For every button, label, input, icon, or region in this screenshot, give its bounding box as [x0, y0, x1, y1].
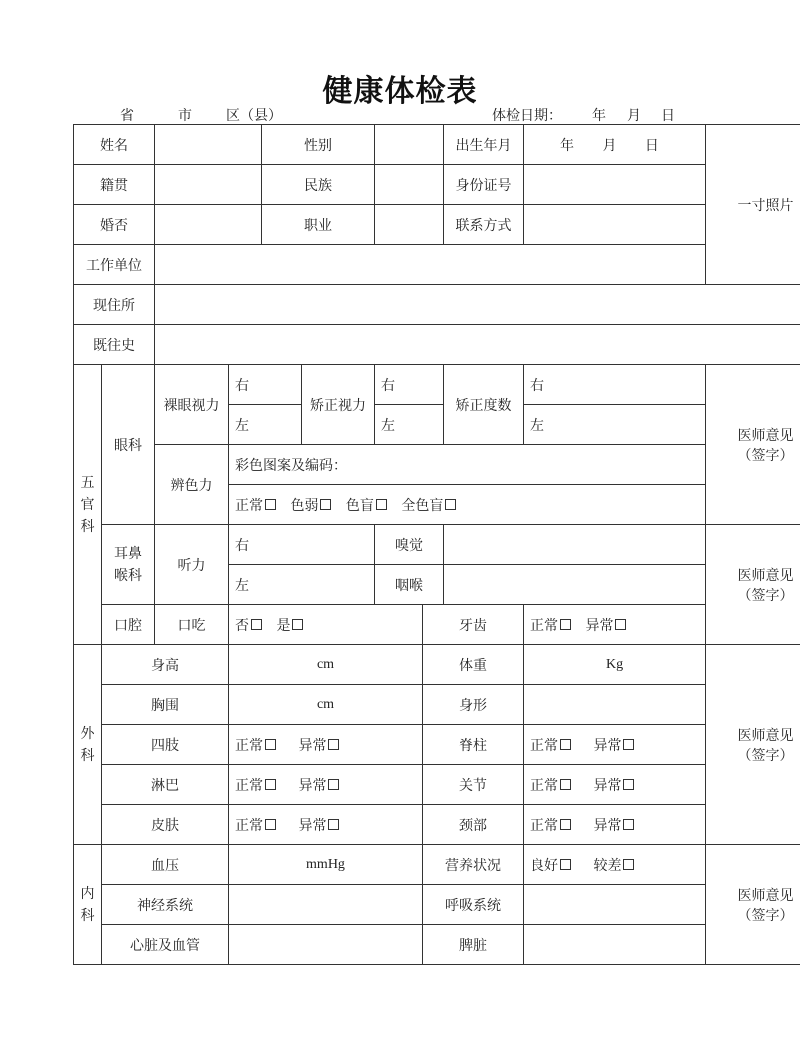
stutter-no-option[interactable]: 否 — [235, 618, 262, 634]
lymph-normal-option[interactable]: 正常 — [235, 778, 276, 794]
chest-label: 胸围 — [102, 685, 229, 725]
exam-date-label: 体检日期： — [492, 108, 562, 124]
photo-area[interactable]: 一寸照片 — [706, 125, 800, 285]
checkbox[interactable] — [320, 499, 331, 510]
naked-vision-right[interactable]: 右 — [229, 365, 302, 405]
checkbox[interactable] — [265, 779, 276, 790]
birth-day-label: 日 — [644, 137, 659, 154]
checkbox[interactable] — [376, 499, 387, 510]
checkbox[interactable] — [623, 819, 634, 830]
checkbox[interactable] — [251, 619, 262, 630]
correction-degree-left[interactable]: 左 — [524, 405, 706, 445]
nutrition-good-option[interactable]: 良好 — [530, 858, 571, 874]
joints-abnormal-option[interactable]: 异常 — [593, 778, 634, 794]
checkbox[interactable] — [292, 619, 303, 630]
gender-field[interactable] — [375, 125, 444, 165]
checkbox[interactable] — [623, 859, 634, 870]
eye-doctor-opinion[interactable]: 医师意见 （签字） — [706, 365, 800, 525]
lymph-label: 淋巴 — [102, 765, 229, 805]
throat-field[interactable] — [444, 565, 706, 605]
correction-degree-right[interactable]: 右 — [524, 365, 706, 405]
ethnicity-label: 民族 — [262, 165, 375, 205]
neck-abnormal-option[interactable]: 异常 — [593, 818, 634, 834]
occupation-field[interactable] — [375, 205, 444, 245]
ethnicity-field[interactable] — [375, 165, 444, 205]
checkbox[interactable] — [560, 819, 571, 830]
teeth-label: 牙齿 — [423, 605, 524, 645]
color-vision-label: 辨色力 — [155, 445, 229, 525]
skin-options — [229, 805, 423, 845]
checkbox[interactable] — [328, 739, 339, 750]
checkbox[interactable] — [560, 619, 571, 630]
ent-label: 耳鼻 喉科 — [102, 525, 155, 605]
limbs-abnormal-option[interactable]: 异常 — [298, 738, 339, 754]
height-field[interactable]: cm — [229, 645, 423, 685]
exam-day-label: 日 — [661, 108, 675, 124]
nervous-field[interactable] — [229, 885, 423, 925]
height-label: 身高 — [102, 645, 229, 685]
checkbox[interactable] — [265, 739, 276, 750]
spine-abnormal-option[interactable]: 异常 — [593, 738, 634, 754]
color-options — [229, 485, 706, 525]
checkbox[interactable] — [560, 859, 571, 870]
surgery-section-label: 外 科 — [74, 645, 102, 845]
body-shape-label: 身形 — [423, 685, 524, 725]
limbs-label: 四肢 — [102, 725, 229, 765]
address-label: 现住所 — [74, 285, 155, 325]
checkbox[interactable] — [445, 499, 456, 510]
smell-label: 嗅觉 — [375, 525, 444, 565]
blood-pressure-field[interactable]: mmHg — [229, 845, 423, 885]
neck-options — [524, 805, 706, 845]
nutrition-options — [524, 845, 706, 885]
nutrition-poor-option[interactable]: 较差 — [593, 858, 634, 874]
native-place-label: 籍贯 — [74, 165, 155, 205]
birth-month-label: 月 — [602, 137, 617, 154]
lymph-abnormal-option[interactable]: 异常 — [298, 778, 339, 794]
spine-label: 脊柱 — [423, 725, 524, 765]
naked-vision-left[interactable]: 左 — [229, 405, 302, 445]
contact-label: 联系方式 — [444, 205, 524, 245]
chest-field[interactable]: cm — [229, 685, 423, 725]
marital-field[interactable] — [155, 205, 262, 245]
neck-label: 颈部 — [423, 805, 524, 845]
exam-year-label: 年 — [592, 108, 606, 124]
stutter-yes-option[interactable]: 是 — [276, 618, 303, 634]
teeth-abnormal-option[interactable]: 异常 — [585, 618, 626, 634]
page-title: 健康体检表 — [322, 74, 478, 109]
blood-pressure-label: 血压 — [102, 845, 229, 885]
weight-label: 体重 — [423, 645, 524, 685]
joints-label: 关节 — [423, 765, 524, 805]
stutter-options — [229, 605, 423, 645]
nutrition-label: 营养状况 — [423, 845, 524, 885]
name-field[interactable] — [155, 125, 262, 165]
naked-vision-label: 裸眼视力 — [155, 365, 229, 445]
correction-degree-label: 矫正度数 — [444, 365, 524, 445]
limbs-options — [229, 725, 423, 765]
id-number-field[interactable] — [524, 165, 706, 205]
mouth-label: 口腔 — [102, 605, 155, 645]
hearing-left[interactable]: 左 — [229, 565, 375, 605]
checkbox[interactable] — [328, 819, 339, 830]
checkbox[interactable] — [560, 739, 571, 750]
hearing-label: 听力 — [155, 525, 229, 605]
contact-field[interactable] — [524, 205, 706, 245]
province-label: 省 — [120, 108, 134, 124]
checkbox[interactable] — [265, 499, 276, 510]
eye-label: 眼科 — [102, 365, 155, 525]
history-label: 既往史 — [74, 325, 155, 365]
hearing-right[interactable]: 右 — [229, 525, 375, 565]
name-label: 姓名 — [74, 125, 155, 165]
checkbox[interactable] — [623, 779, 634, 790]
corrected-vision-right[interactable]: 右 — [375, 365, 444, 405]
marital-label: 婚否 — [74, 205, 155, 245]
nervous-label: 神经系统 — [102, 885, 229, 925]
corrected-vision-label: 矫正视力 — [302, 365, 375, 445]
employer-field[interactable] — [155, 245, 706, 285]
birth-field[interactable] — [524, 125, 706, 165]
ent-doctor-opinion[interactable]: 医师意见 （签字） — [706, 525, 800, 645]
exam-month-label: 月 — [627, 108, 641, 124]
smell-field[interactable] — [444, 525, 706, 565]
spine-normal-option[interactable]: 正常 — [530, 738, 571, 754]
gender-label: 性别 — [262, 125, 375, 165]
color-weak-option[interactable]: 色弱 — [290, 498, 331, 514]
health-exam-form — [73, 124, 800, 965]
teeth-normal-option[interactable]: 正常 — [530, 618, 571, 634]
district-label: 区（县） — [226, 108, 282, 124]
skin-abnormal-option[interactable]: 异常 — [298, 818, 339, 834]
internal-doctor-opinion[interactable]: 医师意见 （签字） — [706, 845, 800, 965]
spleen-field[interactable] — [524, 925, 706, 965]
occupation-label: 职业 — [262, 205, 375, 245]
spleen-label: 脾脏 — [423, 925, 524, 965]
skin-label: 皮肤 — [102, 805, 229, 845]
surgery-doctor-opinion[interactable]: 医师意见 （签字） — [706, 645, 800, 845]
color-blind-option[interactable]: 色盲 — [346, 498, 387, 514]
joints-normal-option[interactable]: 正常 — [530, 778, 571, 794]
neck-normal-option[interactable]: 正常 — [530, 818, 571, 834]
limbs-normal-option[interactable]: 正常 — [235, 738, 276, 754]
respiratory-label: 呼吸系统 — [423, 885, 524, 925]
checkbox[interactable] — [623, 739, 634, 750]
heart-field[interactable] — [229, 925, 423, 965]
color-pattern-field[interactable]: 彩色图案及编码： — [229, 445, 706, 485]
color-normal-option[interactable]: 正常 — [235, 498, 276, 514]
checkbox[interactable] — [265, 819, 276, 830]
senses-section-label: 五 官 科 — [74, 365, 102, 645]
spine-options — [524, 725, 706, 765]
birth-year-label: 年 — [560, 137, 574, 154]
total-color-blind-option[interactable]: 全色盲 — [401, 498, 456, 514]
lymph-options — [229, 765, 423, 805]
checkbox[interactable] — [328, 779, 339, 790]
employer-label: 工作单位 — [74, 245, 155, 285]
address-field[interactable] — [155, 285, 800, 325]
internal-section-label: 内 科 — [74, 845, 102, 965]
checkbox[interactable] — [615, 619, 626, 630]
checkbox[interactable] — [560, 779, 571, 790]
respiratory-field[interactable] — [524, 885, 706, 925]
weight-field[interactable]: Kg — [524, 645, 706, 685]
skin-normal-option[interactable]: 正常 — [235, 818, 276, 834]
teeth-options — [524, 605, 706, 645]
throat-label: 咽喉 — [375, 565, 444, 605]
heart-label: 心脏及血管 — [102, 925, 229, 965]
stutter-label: 口吃 — [155, 605, 229, 645]
birth-label: 出生年月 — [444, 125, 524, 165]
city-label: 市 — [178, 108, 192, 124]
joints-options — [524, 765, 706, 805]
id-number-label: 身份证号 — [444, 165, 524, 205]
body-shape-field[interactable] — [524, 685, 706, 725]
history-field[interactable] — [155, 325, 800, 365]
corrected-vision-left[interactable]: 左 — [375, 405, 444, 445]
native-place-field[interactable] — [155, 165, 262, 205]
